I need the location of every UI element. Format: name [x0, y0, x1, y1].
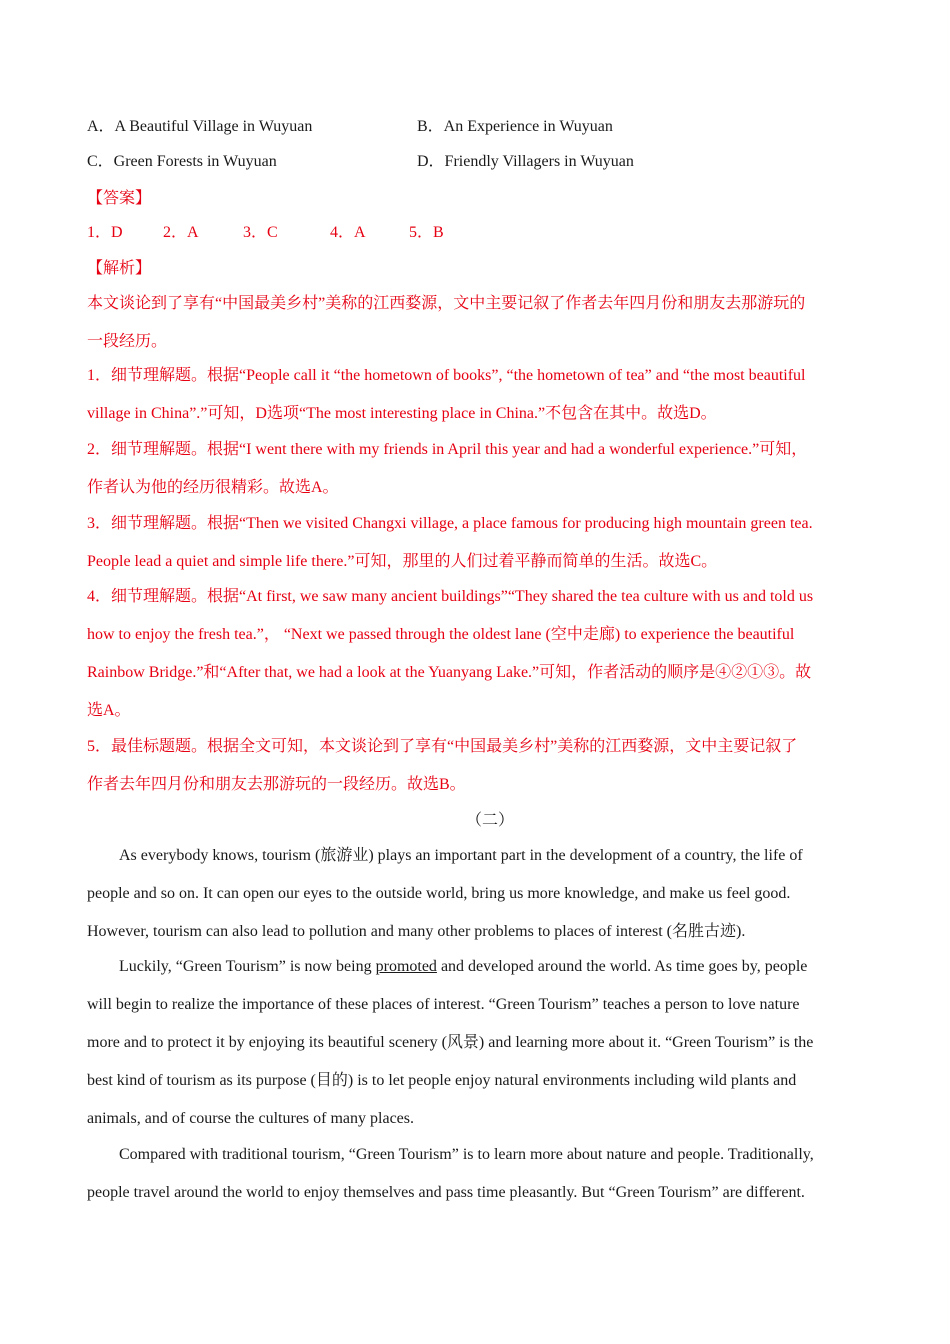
option-c: C．Green Forests in Wuyuan	[87, 153, 277, 170]
passage-line	[87, 948, 859, 986]
answer-item: 4．A	[330, 224, 366, 241]
passage-line: Compared with traditional tourism, “Green Tourism” is to learn more about nature and people. Traditionally,	[119, 1146, 814, 1163]
option-b: B．An Experience in Wuyuan	[417, 118, 613, 135]
analysis-intro: 本文谈论到了享有“中国最美乡村”美称的江西婺源，文中主要记叙了作者去年四月份和朋友去那游玩的	[87, 295, 806, 312]
answer-item: 3．C	[243, 224, 278, 241]
section-title: （二）	[465, 812, 514, 829]
underlined-word: promoted	[375, 958, 437, 975]
analysis-intro: 一段经历。	[87, 333, 168, 350]
passage-line: best kind of tourism as its purpose (目的) is to let people enjoy natural environments including wild plants and	[87, 1072, 797, 1089]
analysis-q3: People lead a quiet and simple life there.”可知，那里的人们过着平静而简单的生活。故选C。	[87, 553, 718, 570]
passage-text: Luckily, “Green Tourism” is now being	[119, 958, 376, 975]
answer-item: 2．A	[163, 224, 199, 241]
analysis-q2: 作者认为他的经历很精彩。故选A。	[87, 479, 339, 496]
passage-paragraph-2	[87, 948, 859, 1138]
answer-item: 5．B	[409, 224, 444, 241]
passage-line: animals, and of course the cultures of many places.	[87, 1110, 414, 1127]
analysis-heading: 【解析】	[87, 260, 152, 277]
analysis-q4: how to enjoy the fresh tea.”， “Next we passed through the oldest lane (空中走廊) to experience the beautiful	[87, 626, 795, 643]
analysis-q4: Rainbow Bridge.”和“After that, we had a look at the Yuanyang Lake.”可知，作者活动的顺序是④②①③。故	[87, 664, 812, 681]
analysis-q1: village in China”.”可知，D选项“The most interesting place in China.”不包含在其中。故选D。	[87, 405, 717, 422]
analysis-q2: 2．细节理解题。根据“I went there with my friends in April this year and had a wonderful experience.”可知，	[87, 441, 808, 458]
passage-text: and developed around the world. As time goes by, people	[436, 958, 808, 975]
passage-line: people and so on. It can open our eyes to the outside world, bring us more knowledge, and make us feel good.	[87, 885, 791, 902]
analysis-q5: 5．最佳标题题。根据全文可知，本文谈论到了享有“中国最美乡村”美称的江西婺源，文中主要记叙了	[87, 738, 798, 755]
passage-line: more and to protect it by enjoying its beautiful scenery (风景) and learning more about it. “Green Tourism” is the	[87, 1034, 814, 1051]
analysis-q1: 1．细节理解题。根据“People call it “the hometown of books”, “the hometown of tea” and “the most beautiful	[87, 367, 806, 384]
analysis-q3: 3．细节理解题。根据“Then we visited Changxi village, a place famous for producing high mountain green tea.	[87, 515, 813, 532]
passage-line: As everybody knows, tourism (旅游业) plays an important part in the development of a country, the life of	[119, 847, 803, 864]
passage-line: people travel around the world to enjoy themselves and pass time pleasantly. But “Green Tourism” are different.	[87, 1184, 805, 1201]
passage-line: will begin to realize the importance of these places of interest. “Green Tourism” teaches a person to love nature	[87, 996, 800, 1013]
analysis-q4: 4．细节理解题。根据“At first, we saw many ancient buildings”“They shared the tea culture with us and told us	[87, 588, 814, 605]
passage-paragraph-1	[87, 837, 859, 951]
answer-item: 1．D	[87, 224, 123, 241]
passage-line: However, tourism can also lead to pollution and many other problems to places of interest (名胜古迹).	[87, 923, 746, 940]
answer-heading: 【答案】	[87, 190, 152, 207]
passage-paragraph-3	[87, 1136, 859, 1212]
analysis-q4: 选A。	[87, 702, 131, 719]
option-d: D．Friendly Villagers in Wuyuan	[417, 153, 634, 170]
analysis-q5: 作者去年四月份和朋友去那游玩的一段经历。故选B。	[87, 776, 466, 793]
option-a: A．A Beautiful Village in Wuyuan	[87, 118, 313, 135]
